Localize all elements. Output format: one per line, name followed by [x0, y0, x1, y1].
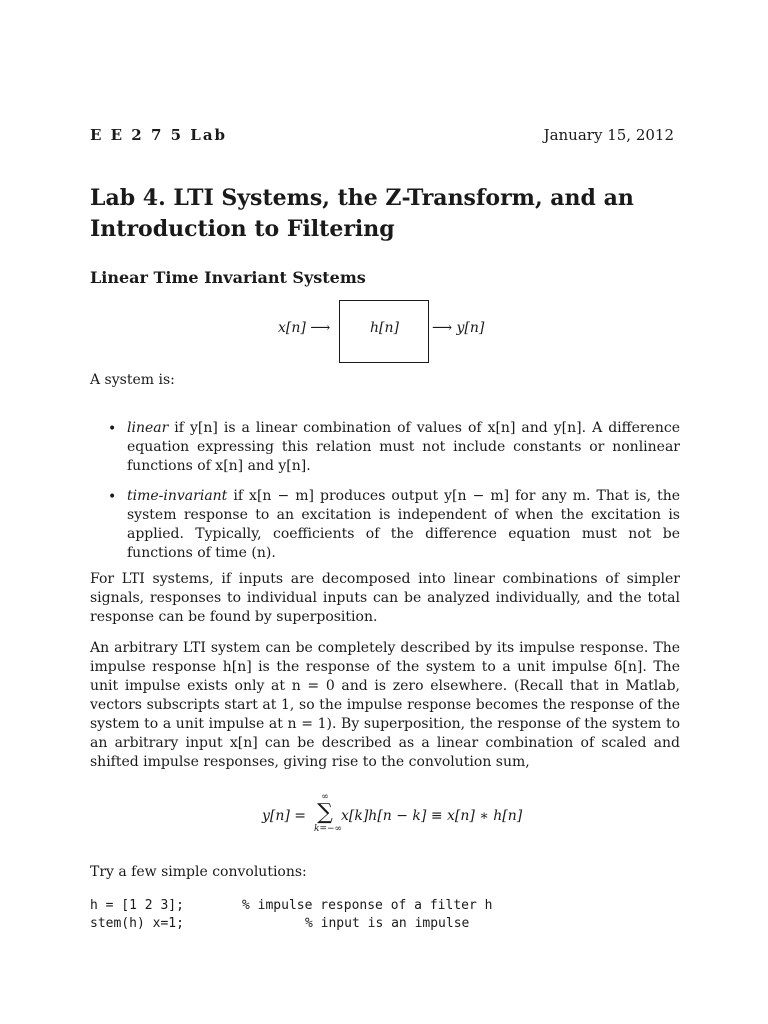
code-line: h = [1 2 3]; [90, 898, 184, 913]
bullet-body: if y[n] is a linear combination of values of x[n] and y[n]. A difference equation expressing this relation must not include constants or nonlinear functions of x[n] and y[n]. [127, 420, 680, 474]
bullet-term: time-invariant [127, 488, 228, 504]
bullet-icon: • [108, 421, 117, 437]
summation [314, 792, 343, 834]
equation-lhs: y[n] = [262, 808, 307, 824]
diagram-input-label: x[n] ⟶ [278, 320, 331, 336]
equation-rhs: x[k]h[n − k] ≡ x[n] ∗ h[n] [341, 808, 523, 824]
bullet-time-invariant [127, 487, 680, 563]
date-header: January 15, 2012 [543, 126, 674, 144]
system-block-label: h[n] [370, 320, 399, 336]
paragraph-lti: For LTI systems, if inputs are decomposed into linear combinations of simpler signals, responses to individual inputs can be analyzed individually, and the total response can be found by superposition. [90, 571, 680, 625]
try-text: Try a few simple convolutions: [90, 864, 307, 880]
bullet-body: if x[n − m] produces output y[n − m] for any m. That is, the system response to an excitation is independent of when the excitation is applied. Typically, coefficients of the difference equation must not be functions of time (n). [127, 488, 680, 561]
bullet-term: linear [127, 420, 169, 436]
sum-lower-limit: k=−∞ [314, 824, 343, 834]
sum-upper-limit: ∞ [321, 792, 329, 802]
code-line: stem(h) x=1; [90, 916, 184, 931]
bullet-linear [127, 419, 680, 476]
intro-text: A system is: [90, 372, 175, 388]
code-comment: % input is an impulse [305, 916, 470, 931]
code-comment: % impulse response of a filter h [242, 898, 493, 913]
bullet-icon: • [108, 489, 117, 505]
sum-sign: ∑ [317, 800, 333, 825]
diagram-output-label: ⟶ y[n] [432, 320, 485, 336]
lab-title: Lab 4. LTI Systems, the Z-Transform, and an Introduction to Filtering [90, 185, 634, 242]
course-header: E E 2 7 5 Lab [90, 126, 228, 144]
section-heading: Linear Time Invariant Systems [90, 268, 366, 287]
paragraph-impulse-response: An arbitrary LTI system can be completely described by its impulse response. The impulse response h[n] is the response of the system to a unit impulse δ[n]. The unit impulse exists only at n = 0 and is zero elsewhere. (Recall that in Matlab, vectors subscripts start at 1, so the impulse response becomes the response of the system to a unit impulse at n = 1). By superposition, the response of the system to an arbitrary input x[n] can be described as a linear combination of scaled and shifted impulse responses, giving rise to the convolution sum, [90, 640, 680, 770]
